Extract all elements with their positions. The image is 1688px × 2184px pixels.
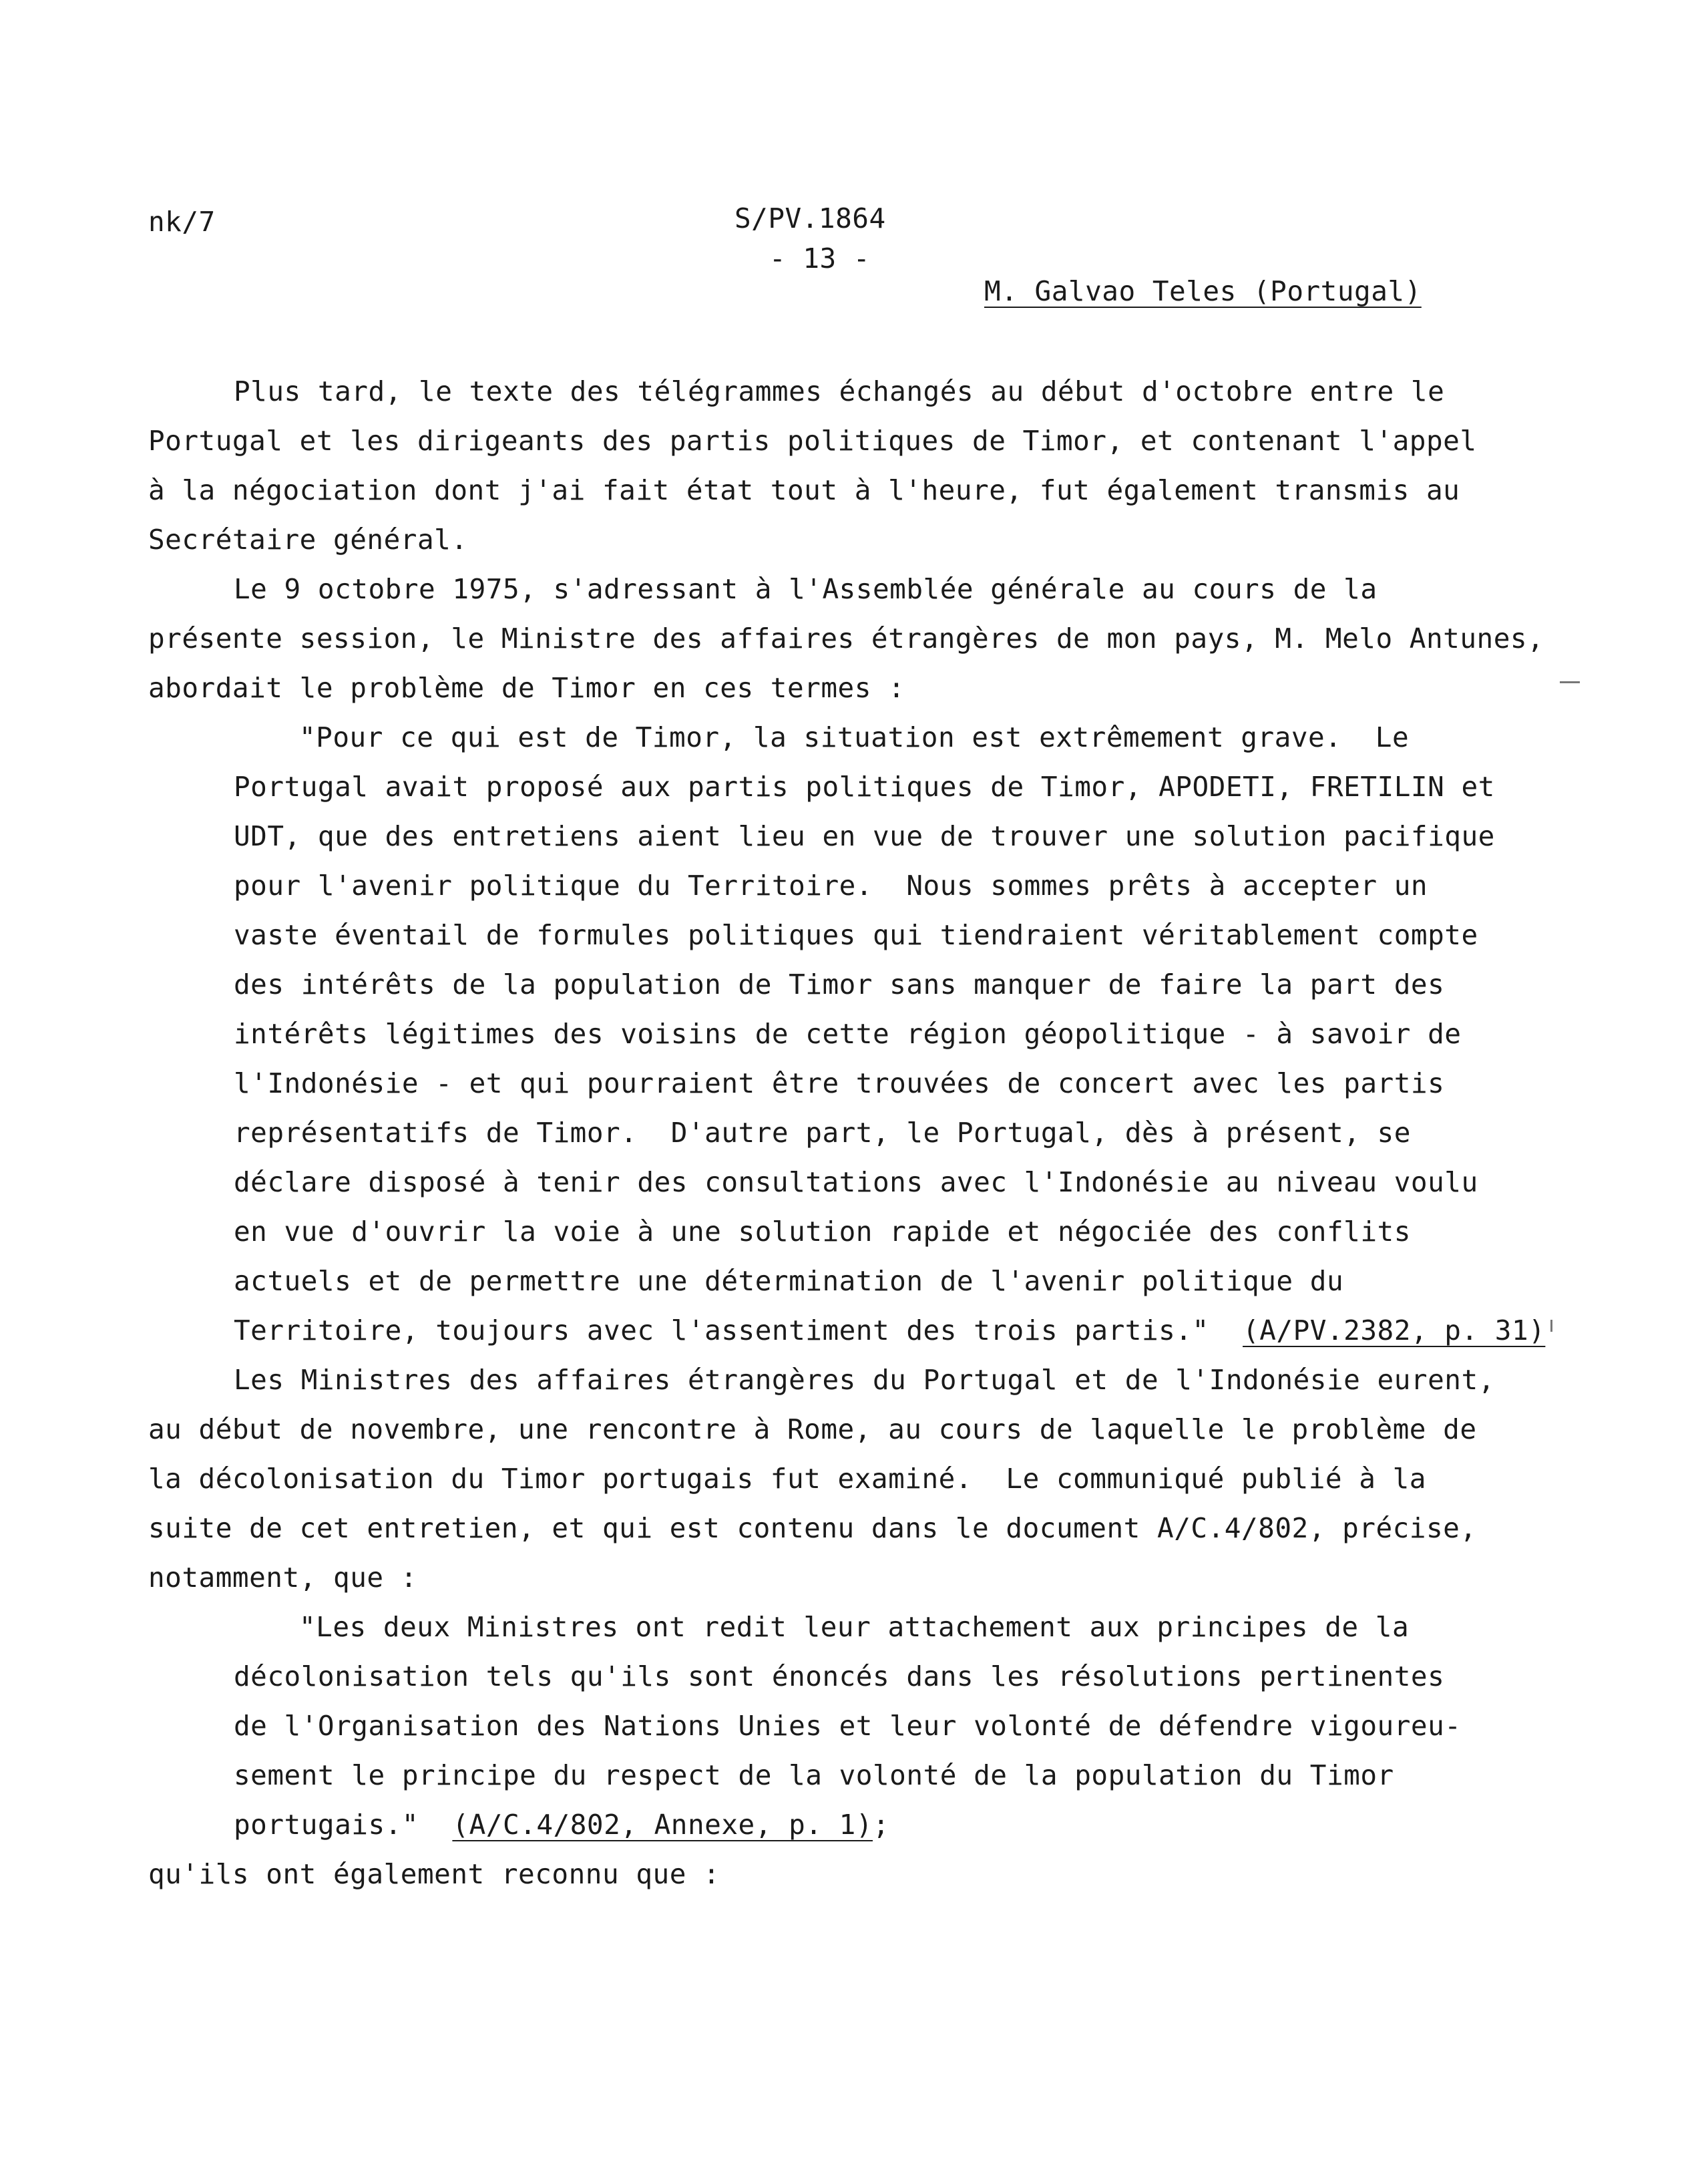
closing-line: qu'ils ont également reconnu que : xyxy=(148,1858,720,1890)
text-line: présente session, le Ministre des affaires étrangères de mon pays, M. Melo Antunes, xyxy=(148,622,1544,655)
page-number: - 13 - xyxy=(769,242,871,275)
quote-line-text: Territoire, toujours avec l'assentiment des trois partis." xyxy=(234,1314,1243,1346)
quote-line: l'Indonésie - et qui pourraient être trouvées de concert avec les partis xyxy=(234,1067,1445,1099)
text-line: la décolonisation du Timor portugais fut examiné. Le communiqué publié à la xyxy=(148,1463,1426,1495)
text-line: à la négociation dont j'ai fait état tout à l'heure, fut également transmis au xyxy=(148,474,1460,506)
quote-line: "Pour ce qui est de Timor, la situation est extrêmement grave. Le xyxy=(299,721,1410,753)
quote-line-text: portugais." xyxy=(234,1809,453,1841)
quote-line: "Les deux Ministres ont redit leur attachement aux principes de la xyxy=(299,1611,1410,1643)
speaker-heading: M. Galvao Teles (Portugal) xyxy=(984,275,1422,307)
quote-line: Portugal avait proposé aux partis politiques de Timor, APODETI, FRETILIN et xyxy=(234,771,1495,803)
citation: (A/C.4/802, Annexe, p. 1) xyxy=(452,1809,873,1841)
citation: (A/PV.2382, p. 31) xyxy=(1243,1314,1546,1346)
quote-line: de l'Organisation des Nations Unies et leur volonté de défendre vigoureu- xyxy=(234,1710,1462,1742)
quote-line: sement le principe du respect de la volonté de la population du Timor xyxy=(234,1759,1394,1791)
text-line: Portugal et les dirigeants des partis politiques de Timor, et contenant l'appel xyxy=(148,425,1477,457)
quote-line: en vue d'ouvrir la voie à une solution rapide et négociée des conflits xyxy=(234,1216,1411,1248)
text-line: suite de cet entretien, et qui est contenu dans le document A/C.4/802, précise, xyxy=(148,1512,1477,1544)
quote-line: représentatifs de Timor. D'autre part, le Portugal, dès à présent, se xyxy=(234,1117,1411,1149)
text-line: notamment, que : xyxy=(148,1562,417,1594)
quote-line: UDT, que des entretiens aient lieu en vue de trouver une solution pacifique xyxy=(234,820,1495,852)
quote-line: décolonisation tels qu'ils sont énoncés dans les résolutions pertinentes xyxy=(234,1660,1445,1692)
text-line: Le 9 octobre 1975, s'adressant à l'Assemblée générale au cours de la xyxy=(234,573,1378,605)
text-line: abordait le problème de Timor en ces termes : xyxy=(148,672,905,704)
quote-line: déclare disposé à tenir des consultations avec l'Indonésie au niveau voulu xyxy=(234,1166,1478,1198)
scan-mark xyxy=(1560,681,1580,683)
document-symbol: S/PV.1864 xyxy=(734,202,886,234)
reference-code: nk/7 xyxy=(148,206,216,238)
quote-line: des intérêts de la population de Timor sans manquer de faire la part des xyxy=(234,968,1445,1000)
quote-line: actuels et de permettre une détermination de l'avenir politique du xyxy=(234,1265,1344,1297)
quote-line: pour l'avenir politique du Territoire. Nous sommes prêts à accepter un xyxy=(234,870,1428,902)
quote-line: intérêts légitimes des voisins de cette région géopolitique - à savoir de xyxy=(234,1018,1462,1050)
text-line: au début de novembre, une rencontre à Rome, au cours de laquelle le problème de xyxy=(148,1413,1477,1445)
quote-line xyxy=(234,1314,1545,1346)
quote-line xyxy=(234,1809,889,1841)
text-line: Secrétaire général. xyxy=(148,524,468,556)
text-line: Plus tard, le texte des télégrammes échangés au début d'octobre entre le xyxy=(234,375,1445,407)
quote-line: vaste éventail de formules politiques qui tiendraient véritablement compte xyxy=(234,919,1478,951)
scan-mark xyxy=(1550,1320,1552,1332)
text-line: Les Ministres des affaires étrangères du Portugal et de l'Indonésie eurent, xyxy=(234,1364,1495,1396)
punctuation: ; xyxy=(873,1809,890,1841)
